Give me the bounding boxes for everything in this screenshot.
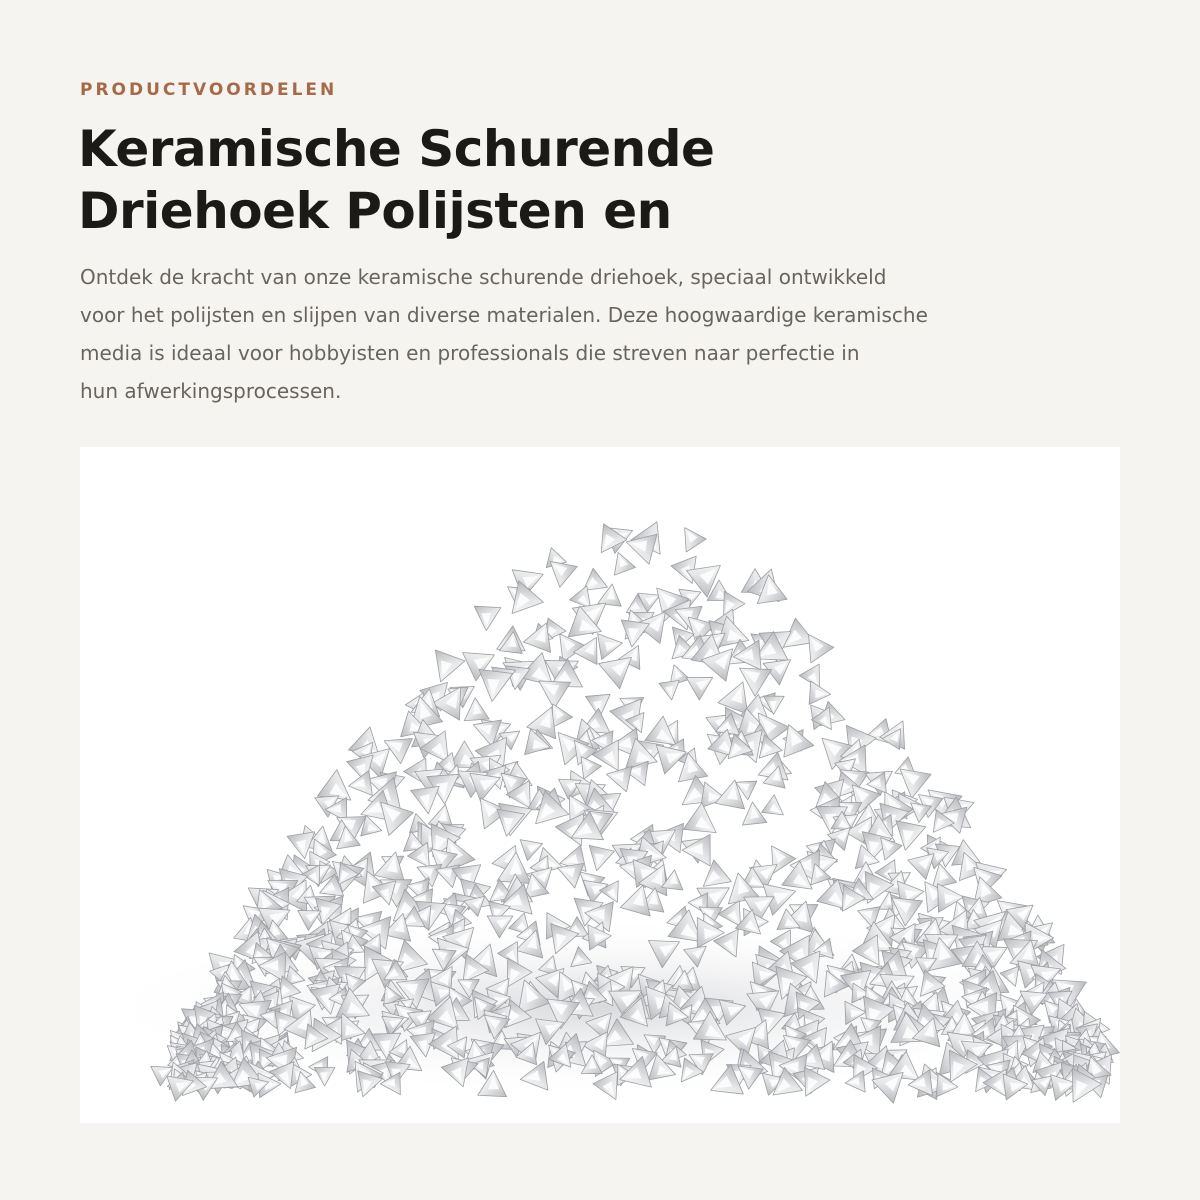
- ceramic-stone: [475, 669, 512, 703]
- ceramic-stone: [473, 606, 501, 631]
- ceramic-stones: [151, 518, 1120, 1110]
- ceramic-stone: [500, 581, 544, 624]
- ceramic-stone: [675, 521, 707, 552]
- ceramic-stone: [732, 640, 761, 672]
- ceramic-media-pile-image: [80, 447, 1120, 1123]
- section-title: [78, 118, 838, 242]
- section-eyebrow: PRODUCTVOORDELEN: [80, 80, 338, 100]
- ceramic-stone: [374, 849, 410, 883]
- section-description: [80, 258, 1080, 410]
- description-line: media is ideaal voor hobbyisten en professionals die streven naar perfectie in: [80, 341, 860, 365]
- ceramic-stone: [608, 549, 636, 575]
- description-line: voor het polijsten en slijpen van diverse materialen. Deze hoogwaardige keramische: [80, 303, 928, 327]
- ceramic-stone: [659, 680, 682, 701]
- section-title-line: Keramische Schurende: [78, 120, 715, 178]
- ceramic-stone: [584, 845, 614, 873]
- section-title-line: Driehoek Polijsten en: [78, 182, 672, 240]
- ceramic-stone: [426, 650, 465, 687]
- description-line: hun afwerkingsprocessen.: [80, 379, 342, 403]
- ceramic-stone: [762, 795, 790, 824]
- ceramic-stone: [682, 834, 710, 866]
- ceramic-stone: [618, 620, 650, 649]
- ceramic-stone: [598, 630, 625, 659]
- product-image: [80, 447, 1120, 1123]
- description-line: Ontdek de kracht van onze keramische schurende driehoek, speciaal ontwikkeld: [80, 265, 887, 289]
